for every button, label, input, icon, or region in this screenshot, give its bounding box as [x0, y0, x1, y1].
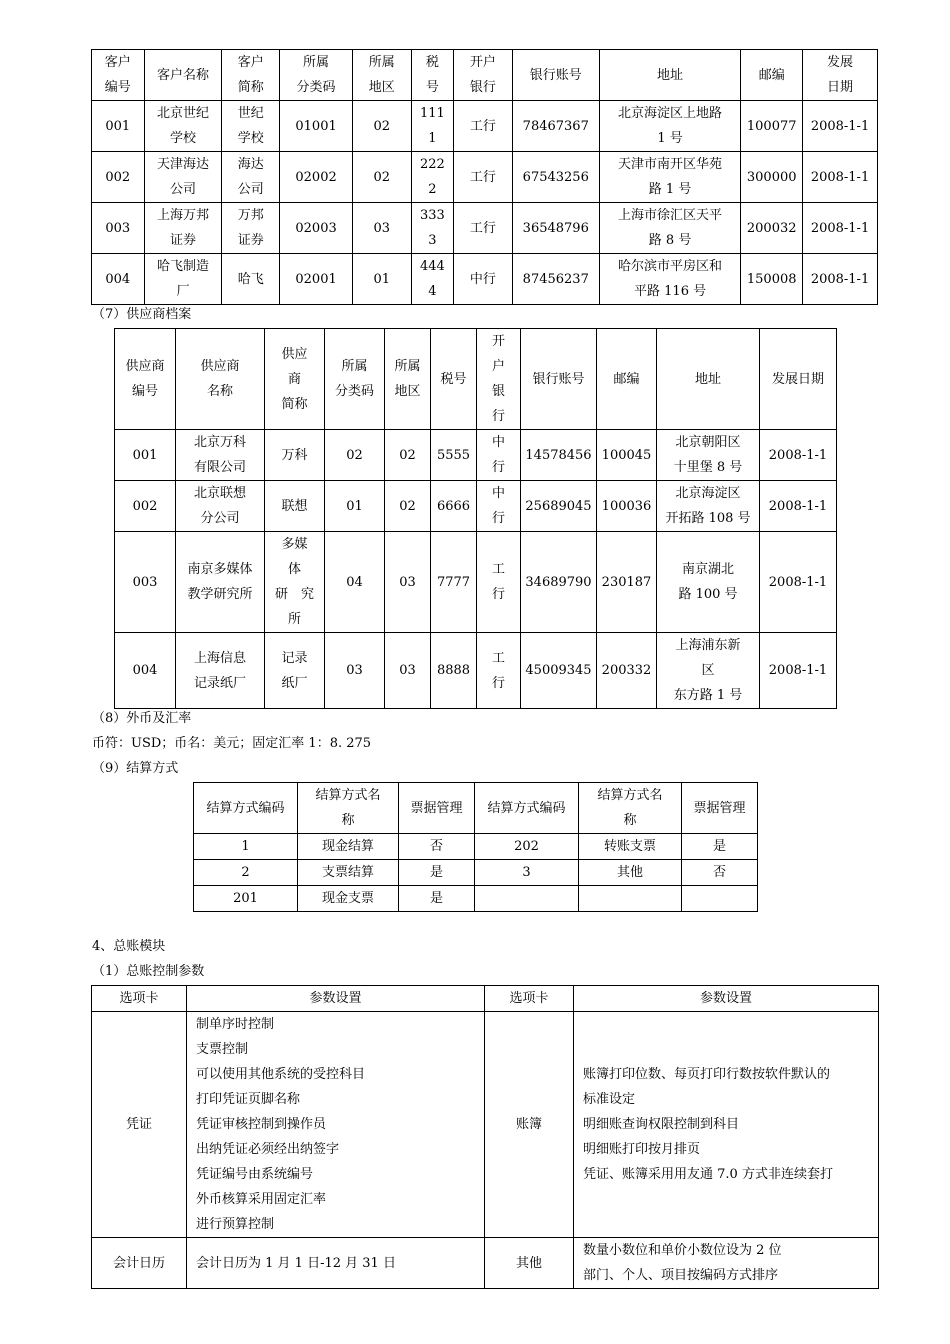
- table-cell: 北京海淀区上地路 1 号: [599, 101, 741, 152]
- customer-row: [92, 152, 878, 203]
- supplier-table-header-cell: 银行账号: [521, 329, 597, 430]
- table-cell: 87456237: [512, 254, 599, 305]
- customer-table-header-cell: 开户 银行: [454, 50, 513, 101]
- gl-header-tab: 选项卡: [485, 986, 574, 1012]
- table-cell: 北京朝阳区 十里堡 8 号: [657, 430, 760, 481]
- table-cell: 2008-1-1: [760, 532, 837, 633]
- table-cell: 03: [325, 633, 385, 709]
- table-cell: [579, 886, 682, 912]
- customer-table-header-cell: 银行账号: [512, 50, 599, 101]
- table-cell: 6666: [431, 481, 477, 532]
- table-cell: 78467367: [512, 101, 599, 152]
- table-cell: 2008-1-1: [760, 481, 837, 532]
- supplier-section-title: （7）供应商档案: [92, 307, 192, 322]
- customer-table-header-cell: 邮编: [741, 50, 803, 101]
- table-cell: 100077: [741, 101, 803, 152]
- gl-table-header: [92, 986, 879, 1012]
- supplier-table-header-cell: 发展日期: [760, 329, 837, 430]
- table-cell: 03: [352, 203, 411, 254]
- customer-row: [92, 203, 878, 254]
- table-cell: 150008: [741, 254, 803, 305]
- table-cell: 003: [115, 532, 176, 633]
- table-cell: 北京世纪 学校: [144, 101, 222, 152]
- table-cell: 天津市南开区华苑 路 1 号: [599, 152, 741, 203]
- table-cell: [682, 886, 758, 912]
- table-cell: 2: [194, 860, 298, 886]
- table-cell: [475, 886, 579, 912]
- table-cell: 哈飞制造 厂: [144, 254, 222, 305]
- gl-tab-calendar: 会计日历: [92, 1238, 187, 1289]
- gl-voucher-params: 制单序时控制 支票控制 可以使用其他系统的受控科目 打印凭证页脚名称 凭证审核控制到操作员 出纳凭证必须经出纳签字 凭证编号由系统编号 外币核算采用固定汇率 进行预算控制: [187, 1012, 485, 1238]
- table-cell: 02: [352, 101, 411, 152]
- table-cell: 哈飞: [222, 254, 280, 305]
- table-cell: 中 行: [477, 481, 521, 532]
- gl-tab-other: 其他: [485, 1238, 574, 1289]
- table-cell: 02003: [280, 203, 353, 254]
- table-cell: 230187: [597, 532, 657, 633]
- table-cell: 2008-1-1: [760, 633, 837, 709]
- table-cell: 02: [352, 152, 411, 203]
- customer-table-header: [92, 50, 878, 101]
- table-cell: 万邦 证券: [222, 203, 280, 254]
- customer-row: [92, 101, 878, 152]
- table-cell: 03: [385, 633, 431, 709]
- gl-header-params: 参数设置: [574, 986, 879, 1012]
- table-cell: 100045: [597, 430, 657, 481]
- gl-ledger-params: 账簿打印位数、每页打印行数按软件默认的 标准设定 明细账查询权限控制到科目 明细账打印按月排页 凭证、账簿采用用友通 7.0 方式非连续套打: [574, 1012, 879, 1238]
- currency-text: 币符：USD；币名：美元；固定汇率 1：8. 275: [92, 736, 372, 751]
- table-cell: 03: [385, 532, 431, 633]
- supplier-table-header-cell: 供应商 编号: [115, 329, 176, 430]
- table-cell: 支票结算: [298, 860, 399, 886]
- supplier-row: [115, 481, 837, 532]
- table-cell: 04: [325, 532, 385, 633]
- settlement-table-header-cell: 结算方式编码: [194, 783, 298, 834]
- table-cell: 工 行: [477, 532, 521, 633]
- table-cell: 世纪 学校: [222, 101, 280, 152]
- customer-table-header-cell: 所属 地区: [352, 50, 411, 101]
- customer-table-header-cell: 客户名称: [144, 50, 222, 101]
- supplier-row: [115, 430, 837, 481]
- gl-header-params: 参数设置: [187, 986, 485, 1012]
- settlement-table-header-cell: 票据管理: [682, 783, 758, 834]
- customer-table-header-cell: 发展 日期: [803, 50, 878, 101]
- table-cell: 100036: [597, 481, 657, 532]
- table-cell: 是: [682, 834, 758, 860]
- table-cell: 002: [115, 481, 176, 532]
- table-cell: 001: [92, 101, 145, 152]
- customer-table: [91, 49, 878, 305]
- table-cell: 转账支票: [579, 834, 682, 860]
- supplier-table-header-cell: 所属 分类码: [325, 329, 385, 430]
- table-cell: 200032: [741, 203, 803, 254]
- table-cell: 多媒 体 研 究 所: [265, 532, 325, 633]
- table-cell: 34689790: [521, 532, 597, 633]
- table-cell: 2008-1-1: [803, 152, 878, 203]
- settlement-row: [194, 834, 758, 860]
- table-cell: 现金结算: [298, 834, 399, 860]
- table-cell: 001: [115, 430, 176, 481]
- table-cell: 北京万科 有限公司: [176, 430, 265, 481]
- settlement-section-title: （9）结算方式: [92, 761, 179, 776]
- table-cell: 14578456: [521, 430, 597, 481]
- gl-row-voucher: [92, 1012, 879, 1238]
- table-cell: 222 2: [411, 152, 453, 203]
- table-cell: 003: [92, 203, 145, 254]
- table-cell: 002: [92, 152, 145, 203]
- customer-row: [92, 254, 878, 305]
- table-cell: 万科: [265, 430, 325, 481]
- table-cell: 记录 纸厂: [265, 633, 325, 709]
- table-cell: 联想: [265, 481, 325, 532]
- settlement-table-header: [194, 783, 758, 834]
- settlement-table-header-cell: 结算方式编码: [475, 783, 579, 834]
- table-cell: 01: [352, 254, 411, 305]
- table-cell: 2008-1-1: [760, 430, 837, 481]
- table-cell: 2008-1-1: [803, 101, 878, 152]
- table-cell: 是: [399, 886, 475, 912]
- customer-table-header-cell: 客户 编号: [92, 50, 145, 101]
- supplier-table-header-cell: 开 户 银 行: [477, 329, 521, 430]
- table-cell: 444 4: [411, 254, 453, 305]
- table-cell: 北京联想 分公司: [176, 481, 265, 532]
- table-cell: 36548796: [512, 203, 599, 254]
- table-cell: 是: [399, 860, 475, 886]
- table-cell: 7777: [431, 532, 477, 633]
- supplier-table-header-cell: 供应 商 简称: [265, 329, 325, 430]
- table-cell: 上海万邦 证券: [144, 203, 222, 254]
- table-cell: 工行: [454, 101, 513, 152]
- table-cell: 南京湖北 路 100 号: [657, 532, 760, 633]
- customer-table-header-cell: 所属 分类码: [280, 50, 353, 101]
- supplier-table-header: [115, 329, 837, 430]
- supplier-table-header-cell: 税号: [431, 329, 477, 430]
- gl-params-title: （1）总账控制参数: [92, 964, 205, 979]
- settlement-table-header-cell: 结算方式名 称: [298, 783, 399, 834]
- table-cell: 02: [325, 430, 385, 481]
- settlement-table-header-cell: 结算方式名 称: [579, 783, 682, 834]
- table-cell: 上海信息 记录纸厂: [176, 633, 265, 709]
- customer-table-header-cell: 税 号: [411, 50, 453, 101]
- table-cell: 工行: [454, 203, 513, 254]
- supplier-row: [115, 633, 837, 709]
- table-cell: 天津海达 公司: [144, 152, 222, 203]
- table-cell: 45009345: [521, 633, 597, 709]
- table-cell: 海达 公司: [222, 152, 280, 203]
- table-cell: 工 行: [477, 633, 521, 709]
- table-cell: 67543256: [512, 152, 599, 203]
- gl-header-tab: 选项卡: [92, 986, 187, 1012]
- table-cell: 中行: [454, 254, 513, 305]
- gl-tab-voucher: 凭证: [92, 1012, 187, 1238]
- table-cell: 现金支票: [298, 886, 399, 912]
- settlement-row: [194, 886, 758, 912]
- table-cell: 25689045: [521, 481, 597, 532]
- supplier-table-header-cell: 所属 地区: [385, 329, 431, 430]
- table-cell: 否: [399, 834, 475, 860]
- table-cell: 上海浦东新 区 东方路 1 号: [657, 633, 760, 709]
- table-cell: 004: [115, 633, 176, 709]
- table-cell: 004: [92, 254, 145, 305]
- settlement-table: [193, 782, 758, 912]
- gl-tab-ledger: 账簿: [485, 1012, 574, 1238]
- table-cell: 01: [325, 481, 385, 532]
- table-cell: 02: [385, 430, 431, 481]
- table-cell: 02001: [280, 254, 353, 305]
- gl-row-calendar: [92, 1238, 879, 1289]
- supplier-table: [114, 328, 837, 709]
- table-cell: 2008-1-1: [803, 203, 878, 254]
- gl-module-title: 4、总账模块: [92, 939, 166, 954]
- table-cell: 8888: [431, 633, 477, 709]
- table-cell: 北京海淀区 开拓路 108 号: [657, 481, 760, 532]
- table-cell: 02: [385, 481, 431, 532]
- supplier-table-header-cell: 供应商 名称: [176, 329, 265, 430]
- table-cell: 否: [682, 860, 758, 886]
- table-cell: 上海市徐汇区天平 路 8 号: [599, 203, 741, 254]
- table-cell: 其他: [579, 860, 682, 886]
- customer-table-header-cell: 地址: [599, 50, 741, 101]
- table-cell: 哈尔滨市平房区和 平路 116 号: [599, 254, 741, 305]
- table-cell: 2008-1-1: [803, 254, 878, 305]
- supplier-table-header-cell: 地址: [657, 329, 760, 430]
- table-cell: 5555: [431, 430, 477, 481]
- table-cell: 02002: [280, 152, 353, 203]
- gl-params-table: [91, 985, 879, 1289]
- settlement-table-header-cell: 票据管理: [399, 783, 475, 834]
- table-cell: 333 3: [411, 203, 453, 254]
- table-cell: 1: [194, 834, 298, 860]
- table-cell: 工行: [454, 152, 513, 203]
- settlement-row: [194, 860, 758, 886]
- gl-other-params: 数量小数位和单价小数位设为 2 位 部门、个人、项目按编码方式排序: [574, 1238, 879, 1289]
- table-cell: 200332: [597, 633, 657, 709]
- supplier-table-header-cell: 邮编: [597, 329, 657, 430]
- currency-section-title: （8）外币及汇率: [92, 711, 192, 726]
- table-cell: 111 1: [411, 101, 453, 152]
- table-cell: 3: [475, 860, 579, 886]
- table-cell: 01001: [280, 101, 353, 152]
- table-cell: 201: [194, 886, 298, 912]
- gl-calendar-params: 会计日历为 1 月 1 日-12 月 31 日: [187, 1238, 485, 1289]
- customer-table-header-cell: 客户 简称: [222, 50, 280, 101]
- table-cell: 202: [475, 834, 579, 860]
- table-cell: 300000: [741, 152, 803, 203]
- supplier-row: [115, 532, 837, 633]
- table-cell: 南京多媒体 教学研究所: [176, 532, 265, 633]
- table-cell: 中 行: [477, 430, 521, 481]
